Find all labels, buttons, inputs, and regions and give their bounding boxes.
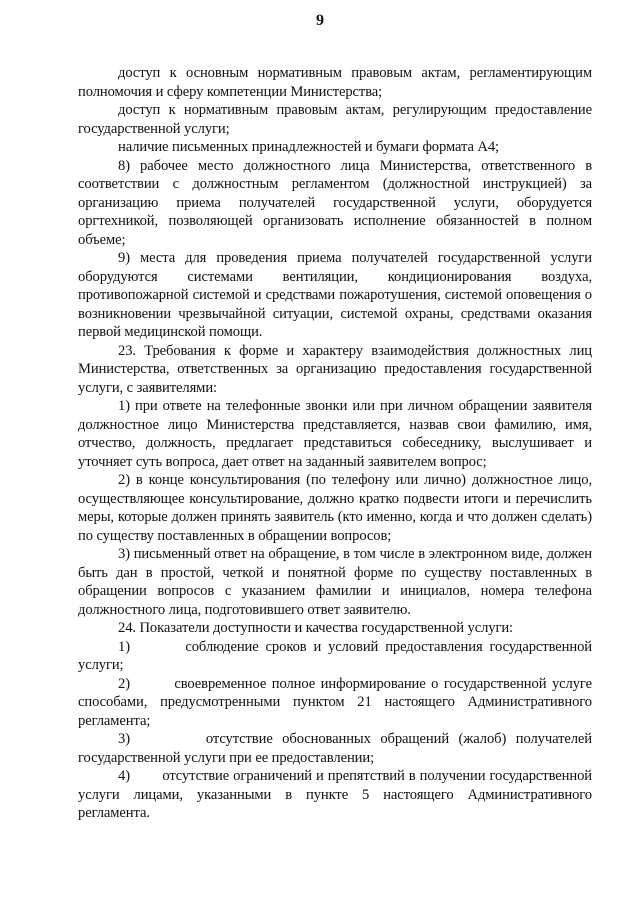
- document-body: [78, 64, 592, 823]
- list-item-number: 1): [118, 638, 130, 655]
- list-item-text: соблюдение сроков и условий предоставления государственной услуги;: [78, 638, 592, 673]
- list-item-text: своевременное полное информирование о государственной услуге способами, предусмотренными пунктом 21 настоящего Административного регламента;: [78, 675, 592, 729]
- list-item: [78, 730, 592, 767]
- list-item-number: 2): [118, 675, 130, 692]
- paragraph: доступ к нормативным правовым актам, регулирующим предоставление государственной услуги;: [78, 102, 592, 137]
- paragraph: 9) места для проведения приема получателей государственной услуги оборудуются системами вентиляции, кондиционирования воздуха, противопожарной системой и средствами пожаротушения, системой оповещения о возникновении чрезвычайной ситуации, системой охраны, средствами оказания первой медицинской помощи.: [78, 250, 592, 340]
- list-item-text: отсутствие обоснованных обращений (жалоб) получателей государственной услуги при ее предоставлении;: [78, 731, 593, 766]
- paragraph: доступ к основным нормативным правовым актам, регламентирующим полномочия и сферу компетенции Министерства;: [78, 65, 592, 100]
- page-number: 9: [316, 12, 324, 29]
- list-item: [78, 638, 592, 675]
- list-item-text: отсутствие ограничений и препятствий в получении государственной услуги лицами, указанными в пункте 5 настоящего Административного регламента.: [78, 768, 592, 821]
- paragraph: 1) при ответе на телефонные звонки или при личном обращении заявителя должностное лицо Министерства представляется, назвав свои фамилию, имя, отчество, должность, предлагает представиться собеседнику, выслушивает и уточняет суть вопроса, дает ответ на заданный заявителем вопрос;: [78, 398, 592, 470]
- paragraph: 24. Показатели доступности и качества государственной услуги:: [118, 620, 514, 636]
- paragraph: 8) рабочее место должностного лица Министерства, ответственного в соответствии с должностным регламентом (должностной инструкцией) за организацию приема получателей государственной услуги, оборудуется оргтехникой, позволяющей организовать исполнение обязанностей в полном объеме;: [78, 157, 592, 248]
- list-item: [78, 767, 592, 823]
- list-item: [78, 675, 592, 731]
- list-item-number: 4): [118, 768, 130, 784]
- paragraph: 23. Требования к форме и характеру взаимодействия должностных лиц Министерства, ответственных за организацию предоставления государственной услуги, с заявителями:: [78, 342, 592, 396]
- indicator-list: [78, 638, 592, 823]
- list-item-number: 3): [118, 731, 130, 747]
- paragraph: 3) письменный ответ на обращение, в том числе в электронном виде, должен быть дан в простой, четкой и понятной форме по существу поставленных в обращении вопросов с указанием фамилии и инициалов, номера телефона должностного лица, подготовившего ответ заявителю.: [78, 546, 592, 618]
- paragraph: наличие письменных принадлежностей и бумаги формата А4;: [118, 139, 499, 155]
- paragraph: 2) в конце консультирования (по телефону или лично) должностное лицо, осуществляющее консультирование, должно кратко подвести итоги и перечислить меры, которые должен принять заявитель (кто именно, когда и что должен сделать) по существу поставленных в обращении вопросов;: [78, 472, 592, 544]
